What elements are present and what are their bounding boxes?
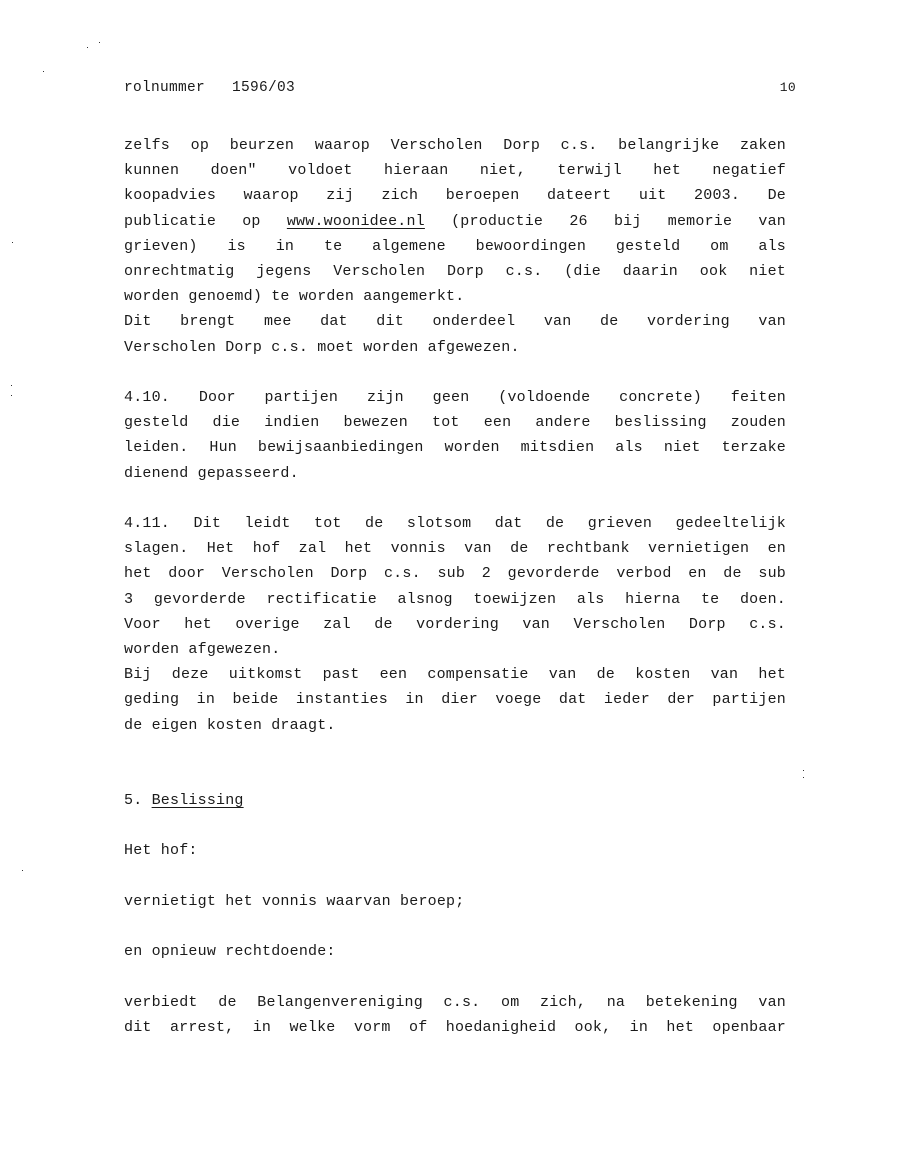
scan-speck xyxy=(43,71,44,72)
decision-final xyxy=(124,990,786,1040)
text-fragment: (productie 26 bij memorie van xyxy=(451,212,787,230)
text-line: geding in beide instanties in dier voege dat ieder der partijen xyxy=(124,691,786,709)
paragraph-4-10 xyxy=(124,385,786,486)
decision-line-2 xyxy=(124,939,786,964)
section-title: Beslissing xyxy=(151,792,244,809)
court-label xyxy=(124,838,786,863)
page-header xyxy=(124,80,796,100)
text-line: Voor het overige zal de vordering van Verscholen Dorp c.s. xyxy=(124,615,786,633)
case-label: rolnummer xyxy=(124,80,206,96)
scan-speck xyxy=(11,395,12,396)
text-line: onrechtmatig jegens Verscholen Dorp c.s. (die daarin ook niet xyxy=(124,262,786,280)
text-line: gesteld die indien bewezen tot een andere beslissing zouden xyxy=(124,414,786,432)
text-line: dit arrest, in welke vorm of hoedanigheid ook, in het openbaar xyxy=(124,1019,786,1037)
section-title-line xyxy=(124,788,786,813)
scan-speck xyxy=(803,777,804,778)
section-heading xyxy=(124,788,786,813)
text-line: slagen. Het hof zal het vonnis van de rechtbank vernietigen en xyxy=(124,540,786,558)
text-line: Bij deze uitkomst past een compensatie van de kosten van het xyxy=(124,666,786,684)
text-line: zelfs op beurzen waarop Verscholen Dorp c.s. belangrijke zaken xyxy=(124,137,786,154)
decision-line-1 xyxy=(124,889,786,914)
page-number: 10 xyxy=(779,80,796,95)
website-link[interactable]: www.woonidee.nl xyxy=(286,212,425,230)
scan-speck xyxy=(803,770,804,771)
scan-speck xyxy=(99,42,100,43)
text-line: kunnen doen" voldoet hieraan niet, terwijl het negatief xyxy=(124,162,786,180)
scan-speck xyxy=(12,242,13,243)
scan-speck xyxy=(11,385,12,386)
text-line: leiden. Hun bewijsaanbiedingen worden mitsdien als niet terzake xyxy=(124,439,786,457)
text-line: Het hof: xyxy=(124,842,198,859)
scan-speck xyxy=(87,47,88,48)
text-line: worden afgewezen. xyxy=(124,640,281,658)
text-fragment: publicatie op xyxy=(124,212,261,230)
text-line: koopadvies waarop zij zich beroepen dateert uit 2003. De xyxy=(124,187,786,205)
text-line: verbiedt de Belangenvereniging c.s. om zich, na betekening van xyxy=(124,994,786,1011)
text-line: 4.11. Dit leidt tot de slotsom dat de grieven gedeeltelijk xyxy=(124,515,786,532)
text-line: worden genoemd) te worden aangemerkt. xyxy=(124,288,465,306)
scan-speck xyxy=(22,870,23,871)
text-line xyxy=(124,209,786,234)
case-reference xyxy=(124,80,295,96)
text-line: grieven) is in te algemene bewoordingen gesteld om als xyxy=(124,237,786,255)
text-line: Verscholen Dorp c.s. moet worden afgewezen. xyxy=(124,338,520,356)
text-line: en opnieuw rechtdoende: xyxy=(124,943,336,960)
text-line: Dit brengt mee dat dit onderdeel van de vordering van xyxy=(124,313,786,331)
paragraph-4-11 xyxy=(124,511,786,738)
text-line: dienend gepasseerd. xyxy=(124,464,299,482)
section-number: 5. xyxy=(124,792,143,809)
text-line: 4.10. Door partijen zijn geen (voldoende concrete) feiten xyxy=(124,389,786,406)
paragraph-continuation xyxy=(124,133,786,360)
text-line: vernietigt het vonnis waarvan beroep; xyxy=(124,893,465,910)
text-line: 3 gevorderde rectificatie alsnog toewijzen als hierna te doen. xyxy=(124,590,786,608)
text-line: het door Verscholen Dorp c.s. sub 2 gevorderde verbod en de sub xyxy=(124,565,786,583)
text-line: de eigen kosten draagt. xyxy=(124,716,336,734)
case-number: 1596/03 xyxy=(232,80,296,96)
